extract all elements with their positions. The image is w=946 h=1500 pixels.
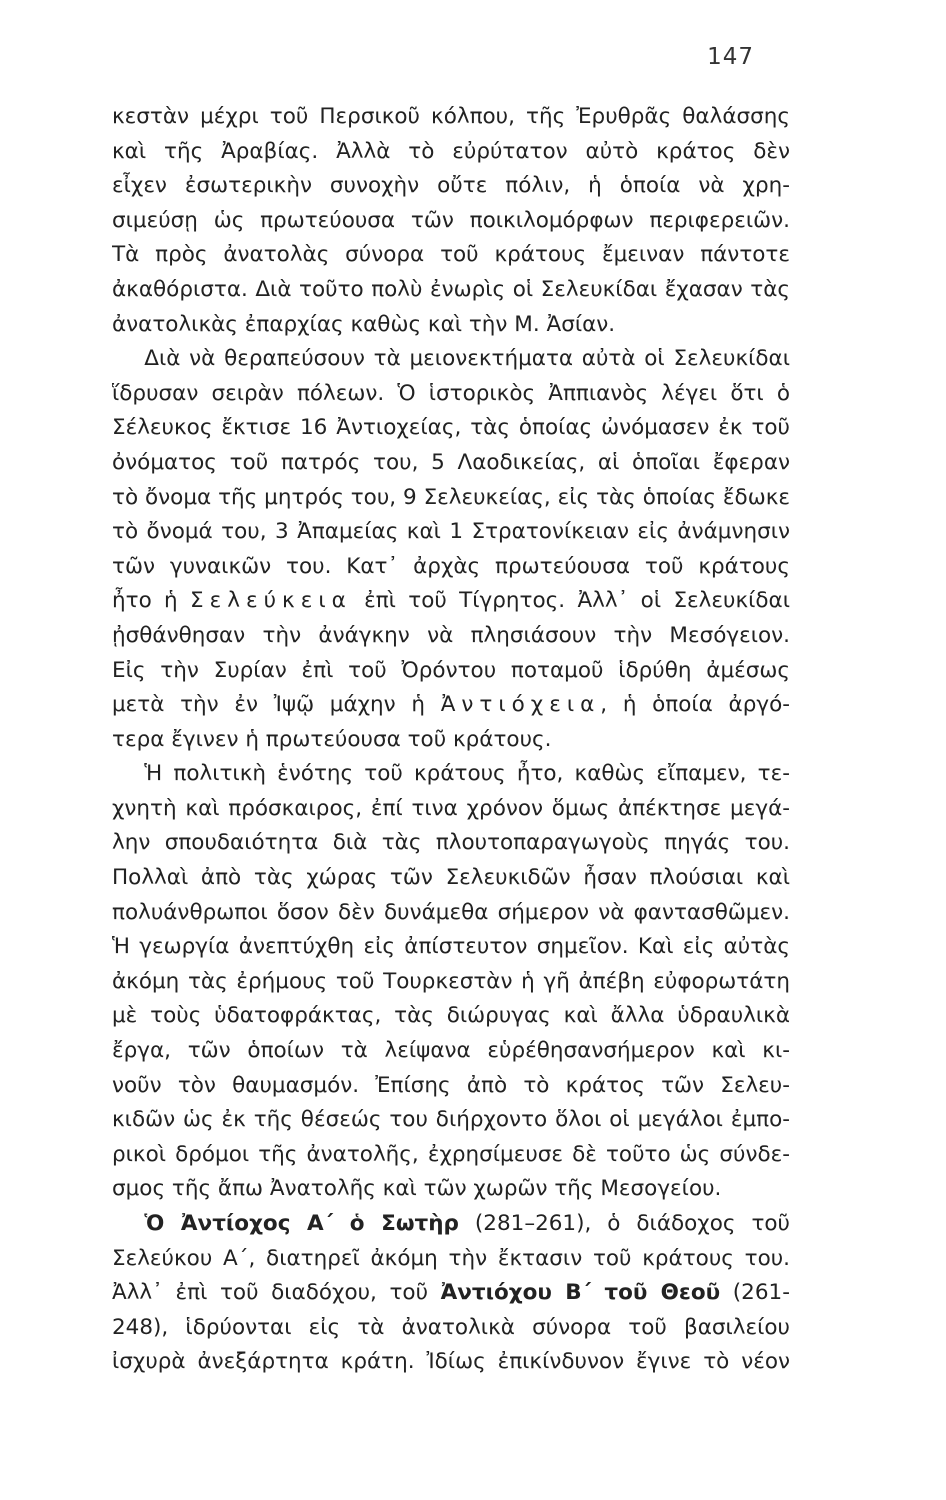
text-line <box>112 411 790 446</box>
line-text: Ἡ γεωργία ἀνεπτύχθη εἰς ἀπίστευτον σημεῖον. Καὶ εἰς αὐτὰς <box>112 934 790 960</box>
text-line <box>112 584 790 619</box>
text-line <box>112 930 790 965</box>
line-text: Σελεύκου Α΄, διατηρεῖ ἀκόμη τὴν ἔκτασιν τοῦ κράτους του. <box>112 1245 790 1271</box>
text-line <box>112 1103 790 1138</box>
line-text: Ἡ πολιτικὴ ἑνότης τοῦ κράτους ἦτο, καθὼς εἴπαμεν, τε- <box>112 761 790 787</box>
text-line <box>112 1034 790 1069</box>
line-text: Ἀλλ᾽ ἐπὶ τοῦ διαδόχου, τοῦ <box>112 1280 441 1306</box>
text-line <box>112 826 790 861</box>
text-line <box>112 204 790 239</box>
text-line <box>112 1138 790 1173</box>
text-line <box>112 1242 790 1277</box>
text-line <box>112 481 790 516</box>
line-text: ἔργα, τῶν ὁποίων τὰ λείψανα εὑρέθησανσήμερον καὶ κι- <box>112 1038 790 1064</box>
line-text: χνητὴ καὶ πρόσκαιρος, ἐπί τινα χρόνον ὅμως ἀπέκτησε μεγά- <box>112 795 790 821</box>
line-text: ρικοὶ δρόμοι τῆς ἀνατολῆς, ἐχρησίμευσε δὲ τοῦτο ὡς σύνδε- <box>112 1141 790 1167</box>
text-line <box>112 1172 790 1207</box>
text-line <box>112 965 790 1000</box>
text-line <box>112 619 790 654</box>
text-line <box>112 723 790 758</box>
text-line <box>112 688 790 723</box>
line-text: , ἡ ὁποία ἀργό- <box>600 692 790 718</box>
text-line <box>112 515 790 550</box>
line-text: ὀνόματος τοῦ πατρός του, 5 Λαοδικείας, αἱ ὁποῖαι ἔφεραν <box>112 449 790 475</box>
text-line <box>112 1207 790 1242</box>
line-text: μετὰ τὴν ἐν Ἰψῷ μάχην ἡ <box>112 692 441 718</box>
text-line <box>112 238 790 273</box>
line-text: Εἰς τὴν Συρίαν ἐπὶ τοῦ Ὀρόντου ποταμοῦ ἱδρύθη ἀμέσως <box>112 657 790 683</box>
text-line <box>112 896 790 931</box>
line-text: τὸ ὄνομα τῆς μητρός του, 9 Σελευκείας, εἰς τὰς ὁποίας ἔδωκε <box>112 484 790 510</box>
line-text: ἀκαθόριστα. Διὰ τοῦτο πολὺ ἐνωρὶς οἱ Σελευκίδαι ἔχασαν τὰς <box>112 276 790 302</box>
line-text: τῶν γυναικῶν του. Κατ᾽ ἀρχὰς πρωτεύουσα τοῦ κράτους <box>112 553 790 579</box>
text-line <box>112 550 790 585</box>
text-line <box>112 273 790 308</box>
text-line <box>112 861 790 896</box>
line-text: (281–261), ὁ διάδοχος τοῦ <box>458 1211 790 1236</box>
line-text: κιδῶν ὡς ἐκ τῆς θέσεώς του διήρχοντο ὅλοι οἱ μεγάλοι ἐμπο- <box>112 1107 790 1133</box>
line-text: Διὰ νὰ θεραπεύσουν τὰ μειονεκτήματα αὐτὰ οἱ Σελευκίδαι <box>112 346 790 372</box>
page-number: 147 <box>707 44 754 70</box>
text-line <box>112 308 790 343</box>
text-line <box>112 1311 790 1346</box>
text-line <box>112 377 790 412</box>
line-text: κεστὰν μέχρι τοῦ Περσικοῦ κόλπου, τῆς Ἐρυθρᾶς θαλάσσης <box>112 104 790 129</box>
line-text: ἀκόμη τὰς ἐρήμους τοῦ Τουρκεστὰν ἡ γῆ ἀπέβη εὐφορωτάτη <box>112 968 790 994</box>
line-text: Σέλευκος ἔκτισε 16 Ἀντιοχείας, τὰς ὁποίας ὠνόμασεν ἐκ τοῦ <box>112 415 790 441</box>
line-text: καὶ τῆς Ἀραβίας. Ἀλλὰ τὸ εὐρύτατον αὐτὸ κράτος δὲν <box>112 138 790 164</box>
line-text: νοῦν τὸν θαυμασμόν. Ἐπίσης ἀπὸ τὸ κράτος τῶν Σελευ- <box>112 1072 790 1098</box>
line-text: ἐπὶ τοῦ Τίγρητος. Ἀλλ᾽ οἱ Σελευκίδαι <box>351 588 790 614</box>
text-line <box>112 1345 790 1380</box>
line-text: σμος τῆς ἄπω Ἀνατολῆς καὶ τῶν χωρῶν τῆς Μεσογείου. <box>112 1176 722 1202</box>
line-text: σιμεύσῃ ὡς πρωτεύουσα τῶν ποικιλομόρφων περιφερειῶν. <box>112 207 790 233</box>
line-text: ἰσχυρὰ ἀνεξάρτητα κράτη. Ἰδίως ἐπικίνδυνον ἔγινε τὸ νέον <box>112 1349 790 1375</box>
line-text: ᾐσθάνθησαν τὴν ἀνάγκην νὰ πλησιάσουν τὴν Μεσόγειον. <box>112 622 790 648</box>
text-line <box>112 654 790 689</box>
line-text: πολυάνθρωποι ὅσον δὲν δυνάμεθα σήμερον νὰ φαντασθῶμεν. <box>112 899 790 925</box>
spaced-emphasis-text: Ἀντιόχεια <box>440 692 601 718</box>
text-line <box>112 169 790 204</box>
line-text: τὸ ὄνομά του, 3 Ἀπαμείας καὶ 1 Στρατονίκειαν εἰς ἀνάμνησιν <box>112 519 790 545</box>
bold-heading-text: Ἀντιόχου Β΄ τοῦ Θεοῦ <box>440 1280 721 1306</box>
line-text: λην σπουδαιότητα διὰ τὰς πλουτοπαραγωγοὺς πηγάς του. <box>112 830 790 856</box>
line-text: τερα ἔγινεν ἡ πρωτεύουσα τοῦ κράτους. <box>112 726 552 752</box>
line-text: ἵδρυσαν σειρὰν πόλεων. Ὁ ἱστορικὸς Ἀππιανὸς λέγει ὅτι ὁ <box>112 380 790 406</box>
line-text: 248), ἱδρύονται εἰς τὰ ἀνατολικὰ σύνορα τοῦ βασιλείου <box>112 1314 790 1340</box>
text-line <box>112 342 790 377</box>
bold-heading-text: Ὁ Ἀντίοχος Α΄ ὁ Σωτὴρ <box>144 1211 459 1236</box>
line-text <box>112 1211 144 1236</box>
text-line <box>112 999 790 1034</box>
text-line <box>112 446 790 481</box>
line-text: εἶχεν ἐσωτερικὴν συνοχὴν οὔτε πόλιν, ἡ ὁποία νὰ χρη- <box>112 173 790 199</box>
line-text: μὲ τοὺς ὑδατοφράκτας, τὰς διώρυγας καὶ ἄλλα ὑδραυλικὰ <box>112 1003 790 1029</box>
text-line <box>112 135 790 170</box>
line-text: (261- <box>720 1280 790 1306</box>
line-text: ἀνατολικὰς ἐπαρχίας καθὼς καὶ τὴν Μ. Ἀσίαν. <box>112 311 616 337</box>
spaced-emphasis-text: Σελεύκεια <box>190 588 352 614</box>
text-body <box>112 100 790 1380</box>
line-text: Τὰ πρὸς ἀνατολὰς σύνορα τοῦ κράτους ἔμειναν πάντοτε <box>112 242 790 268</box>
line-text: ἦτο ἡ <box>112 588 191 614</box>
text-line <box>112 792 790 827</box>
text-line <box>112 100 790 135</box>
text-line <box>112 1069 790 1104</box>
text-line <box>112 1276 790 1311</box>
text-line <box>112 757 790 792</box>
line-text: Πολλαὶ ἀπὸ τὰς χώρας τῶν Σελευκιδῶν ἦσαν πλούσιαι καὶ <box>112 865 790 891</box>
